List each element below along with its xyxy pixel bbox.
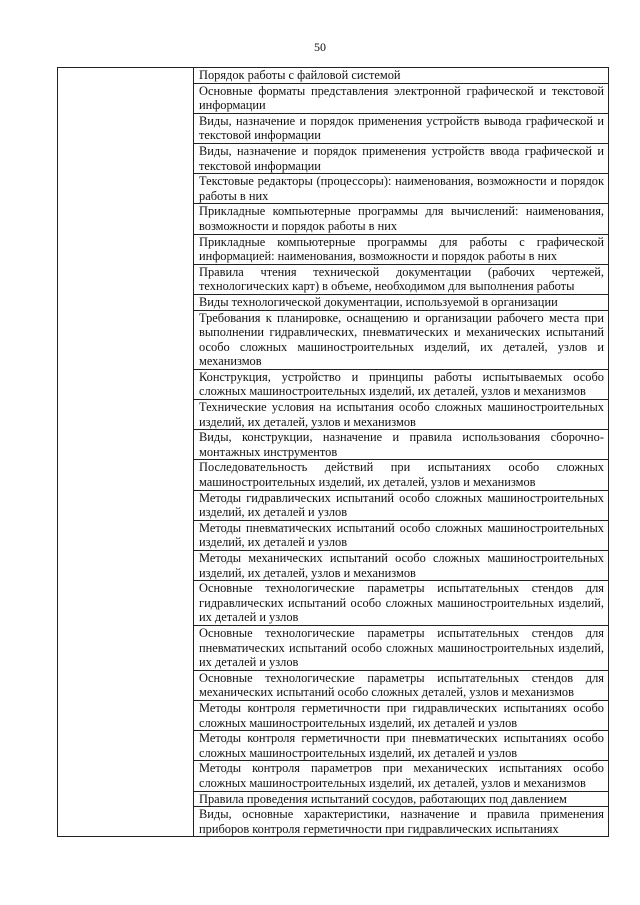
table-cell: Прикладные компьютерные программы для работы с графической информацией: наименования, возможности и порядок работы в них bbox=[194, 234, 609, 264]
table-cell: Правила чтения технической документации (рабочих чертежей, технологических карт) в объеме, необходимом для выполнения работы bbox=[194, 264, 609, 294]
table-cell: Виды технологической документации, используемой в организации bbox=[194, 294, 609, 310]
table-cell: Технические условия на испытания особо сложных машиностроительных изделий, их деталей, узлов и механизмов bbox=[194, 400, 609, 430]
label-column-cell bbox=[58, 68, 194, 837]
table-cell: Методы пневматических испытаний особо сложных машиностроительных изделий, их деталей и узлов bbox=[194, 520, 609, 550]
table-cell: Последовательность действий при испытаниях особо сложных машиностроительных изделий, их деталей, узлов и механизмов bbox=[194, 460, 609, 490]
table-cell: Требования к планировке, оснащению и организации рабочего места при выполнении гидравлических, пневматических и механических испытаний особо сложных машиностроительных изделий, их деталей, узлов и механизмов bbox=[194, 310, 609, 369]
table-cell: Виды, конструкции, назначение и правила использования сборочно-монтажных инструментов bbox=[194, 430, 609, 460]
table-cell: Основные технологические параметры испытательных стендов для гидравлических испытаний особо сложных машиностроительных изделий, их деталей и узлов bbox=[194, 581, 609, 626]
table-cell: Виды, основные характеристики, назначение и правила применения приборов контроля герметичности при гидравлических испытаниях bbox=[194, 807, 609, 837]
table-cell: Прикладные компьютерные программы для вычислений: наименования, возможности и порядок работы в них bbox=[194, 204, 609, 234]
table-cell: Текстовые редакторы (процессоры): наименования, возможности и порядок работы в них bbox=[194, 174, 609, 204]
table-cell: Основные технологические параметры испытательных стендов для пневматических испытаний особо сложных машиностроительных изделий, их деталей и узлов bbox=[194, 625, 609, 670]
table-cell: Конструкция, устройство и принципы работы испытываемых особо сложных машиностроительных изделий, их деталей, узлов и механизмов bbox=[194, 369, 609, 399]
table-cell: Основные форматы представления электронной графической и текстовой информации bbox=[194, 83, 609, 113]
table-cell: Методы контроля герметичности при пневматических испытаниях особо сложных машиностроительных изделий, их деталей и узлов bbox=[194, 731, 609, 761]
table-cell: Порядок работы с файловой системой bbox=[194, 68, 609, 84]
table-cell: Виды, назначение и порядок применения устройств вывода графической и текстовой информации bbox=[194, 113, 609, 143]
table-cell: Методы контроля параметров при механических испытаниях особо сложных машиностроительных изделий, их деталей, узлов и механизмов bbox=[194, 761, 609, 791]
table-cell: Основные технологические параметры испытательных стендов для механических испытаний особо сложных деталей, узлов и механизмов bbox=[194, 670, 609, 700]
table-cell: Методы контроля герметичности при гидравлических испытаниях особо сложных машиностроительных изделий, их деталей и узлов bbox=[194, 700, 609, 730]
table-cell: Правила проведения испытаний сосудов, работающих под давлением bbox=[194, 791, 609, 807]
table-row bbox=[58, 68, 609, 84]
table-cell: Виды, назначение и порядок применения устройств ввода графической и текстовой информации bbox=[194, 143, 609, 173]
knowledge-table bbox=[57, 67, 609, 837]
table-cell: Методы гидравлических испытаний особо сложных машиностроительных изделий, их деталей и узлов bbox=[194, 490, 609, 520]
page-number: 50 bbox=[314, 40, 326, 54]
table-cell: Методы механических испытаний особо сложных машиностроительных изделий, их деталей, узлов и механизмов bbox=[194, 551, 609, 581]
